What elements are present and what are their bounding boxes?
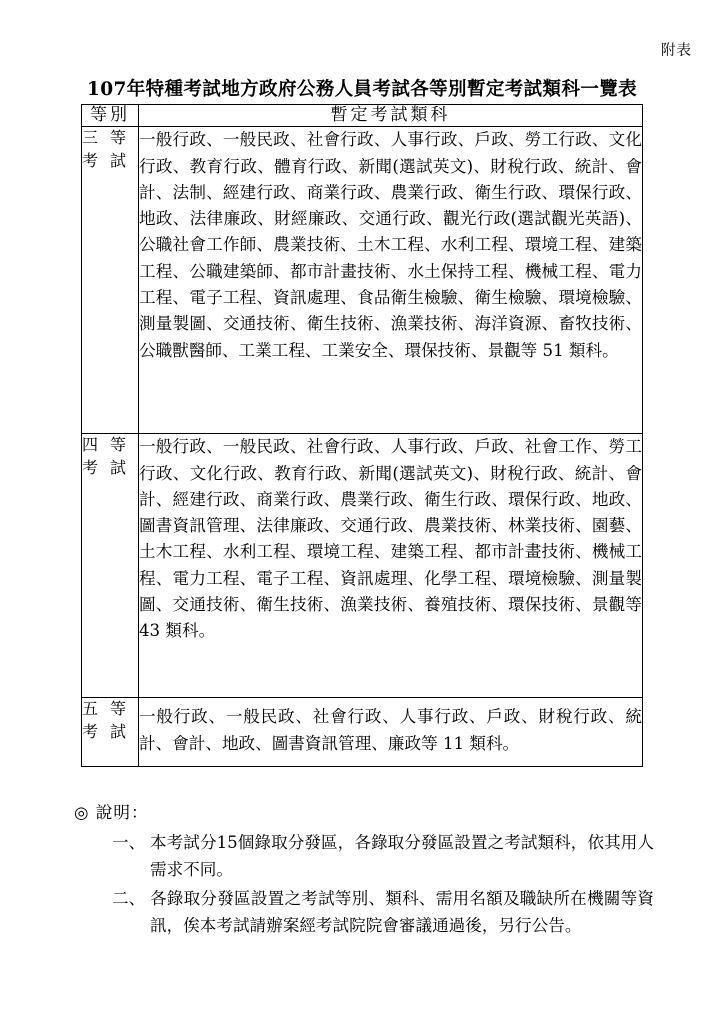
exam-categories-table-wrapper [81,104,642,767]
subjects-cell-level5: 一般行政、一般民政、社會行政、人事行政、戶政、財稅行政、統計、會計、地政、圖書資訊管理、廉政等 11 類科。 [139,698,643,767]
note-item-2-text: 各錄取分發區設置之考試等別、類科、需用名額及職缺所在機關等資訊，俟本考試請辦案經考試院院會審議通過後，另行公告。 [150,888,654,935]
subjects-cell-level4: 一般行政、一般民政、社會行政、人事行政、戶政、社會工作、勞工行政、文化行政、教育行政、新聞(選試英文)、財稅行政、統計、會計、經建行政、商業行政、農業行政、衛生行政、環保行政、地政、圖書資訊管理、法律廉政、交通行政、農業技術、林業技術、園藝、土木工程、水利工程、環境工程、建築工程、都市計畫技術、機械工程、電力工程、電子工程、資訊處理、化學工程、環境檢驗、測量製圖、交通技術、衛生技術、漁業技術、養殖技術、環保技術、景觀等 43 類科。 [139,434,643,698]
note-item-2-marker: 二、 [112,888,146,908]
notes-section [74,800,654,939]
exam-categories-table [81,104,643,767]
grade-cell-level4-line1: 四等 [82,435,126,455]
page-title: 107年特種考試地方政府公務人員考試各等別暫定考試類科一覽表 [86,79,638,100]
notes-title: ◎ 說明： [74,803,149,822]
column-header-subjects [139,105,643,127]
grade-cell-level4 [82,434,139,698]
note-item-1-marker: 一、 [112,832,146,852]
table-row [82,698,643,767]
grade-cell-level5-line2: 考試 [82,721,126,741]
table-row [82,434,643,698]
grade-cell-level3 [82,127,139,434]
note-item-1-text: 本考試分15個錄取分發區，各錄取分發區設置之考試類科，依其用人需求不同。 [150,832,654,879]
attachment-label: 附表 [661,43,692,59]
grade-cell-level4-line2: 考試 [82,457,126,477]
table-header-row [82,105,643,127]
table-row [82,127,643,434]
column-header-grade-label: 等別 [90,105,130,125]
column-header-grade [82,105,139,127]
note-item-1 [112,830,654,884]
note-item-2 [112,886,654,940]
grade-cell-level3-line2: 考試 [82,150,126,170]
column-header-subjects-label: 暫定考試類科 [330,105,451,125]
grade-cell-level5-line1: 五等 [82,699,126,719]
grade-cell-level3-line1: 三等 [82,128,126,148]
grade-cell-level5 [82,698,139,767]
subjects-cell-level3: 一般行政、一般民政、社會行政、人事行政、戶政、勞工行政、文化行政、教育行政、體育行政、新聞(選試英文)、財稅行政、統計、會計、法制、經建行政、商業行政、農業行政、衛生行政、環保行政、地政、法律廉政、財經廉政、交通行政、觀光行政(選試觀光英語)、公職社會工作師、農業技術、土木工程、水利工程、環境工程、建築工程、公職建築師、都市計畫技術、水土保持工程、機械工程、電力工程、電子工程、資訊處理、食品衛生檢驗、衛生檢驗、環境檢驗、測量製圖、交通技術、衛生技術、漁業技術、海洋資源、畜牧技術、公職獸醫師、工業工程、工業安全、環保技術、景觀等 51 類科。 [139,127,643,434]
